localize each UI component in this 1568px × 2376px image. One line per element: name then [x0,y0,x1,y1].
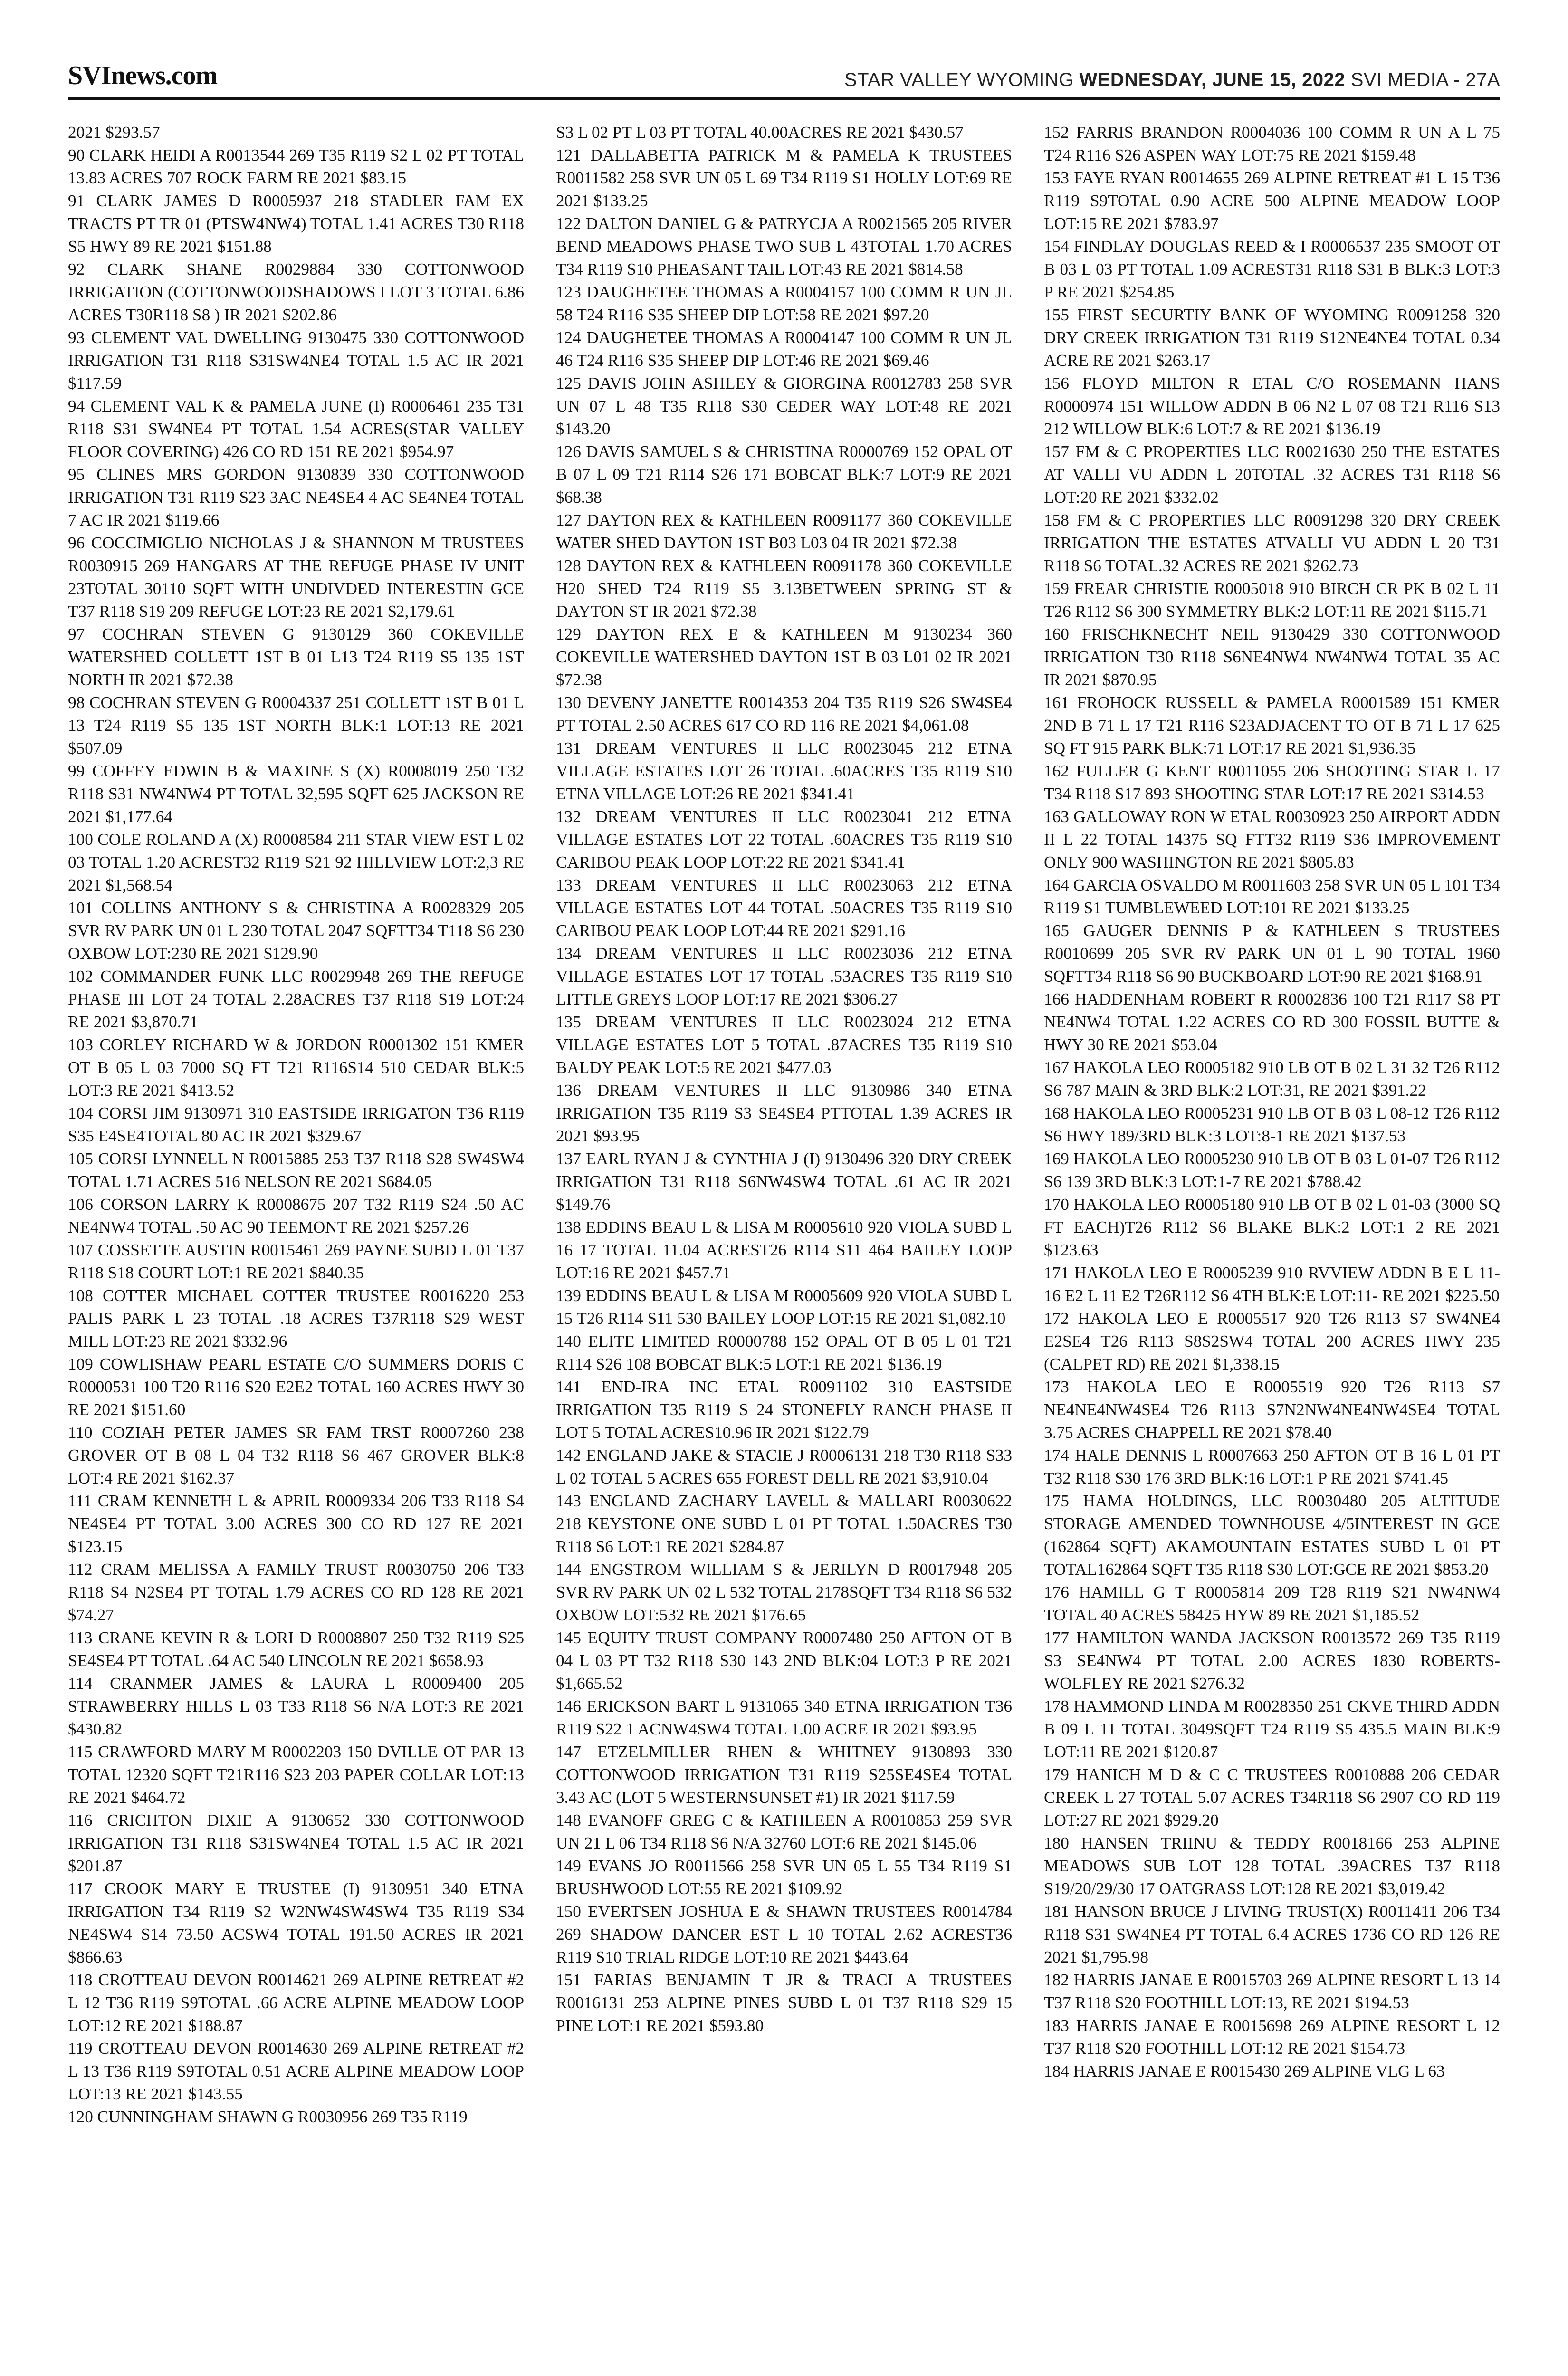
listing-entry: 141 END-IRA INC ETAL R0091102 310 EASTSIDE IRRIGATION T35 R119 S 24 STONEFLY RANCH PHASE II LOT 5 TOTAL ACRES10.96 IR 2021 $122.79 [556,1378,1012,1442]
listing-entry: 155 FIRST SECURTIY BANK OF WYOMING R0091258 320 DRY CREEK IRRIGATION T31 R119 S12NE4NE4 TOTAL 0.34 ACRE RE 2021 $263.17 [1044,306,1500,370]
listing-entry: 168 HAKOLA LEO R0005231 910 LB OT B 03 L 08-12 T26 R112 S6 HWY 189/3RD BLK:3 LOT:8-1 RE 2021 $137.53 [1044,1104,1500,1145]
listing-entry: 181 HANSON BRUCE J LIVING TRUST(X) R0011411 206 T34 R118 S31 SW4NE4 PT TOTAL 6.4 ACRES 1736 CO RD 126 RE 2021 $1,795.98 [1044,1902,1500,1966]
listing-entry: 183 HARRIS JANAE E R0015698 269 ALPINE RESORT L 12 T37 R118 S20 FOOTHILL LOT:12 RE 2021 $154.73 [1044,2016,1500,2058]
listing-entry: 175 HAMA HOLDINGS, LLC R0030480 205 ALTITUDE STORAGE AMENDED TOWNHOUSE 4/5INTEREST IN GCE (162864 SQFT) AKAMOUNTAIN ESTATES SUBD L 01 PT TOTAL162864 SQFT T35 R118 S30 LOT:GCE RE 2021 $853.20 [1044,1492,1500,1579]
column-2 [556,121,1012,2376]
listing-entry: 126 DAVIS SAMUEL S & CHRISTINA R0000769 152 OPAL OT B 07 L 09 T21 R114 S26 171 BOBCAT BLK:7 LOT:9 RE 2021 $68.38 [556,442,1012,507]
listing-entry: 106 CORSON LARRY K R0008675 207 T32 R119 S24 .50 AC NE4NW4 TOTAL .50 AC 90 TEEMONT RE 2021 $257.26 [68,1195,524,1236]
listing-entry: 150 EVERTSEN JOSHUA E & SHAWN TRUSTEES R0014784 269 SHADOW DANCER EST L 10 TOTAL 2.62 ACREST36 R119 S10 TRIAL RIDGE LOT:10 RE 2021 $443.64 [556,1902,1012,1966]
listing-entry: 120 CUNNINGHAM SHAWN G R0030956 269 T35 R119 [68,2108,468,2126]
listing-entry: 159 FREAR CHRISTIE R0005018 910 BIRCH CR PK B 02 L 11 T26 R112 S6 300 SYMMETRY BLK:2 LOT:11 RE 2021 $115.71 [1044,579,1500,621]
listing-entry: 180 HANSEN TRIINU & TEDDY R0018166 253 ALPINE MEADOWS SUB LOT 128 TOTAL .39ACRES T37 R118 S19/20/29/30 17 OATGRASS LOT:128 RE 2021 $3,019.42 [1044,1834,1500,1898]
listing-entry: 118 CROTTEAU DEVON R0014621 269 ALPINE RETREAT #2 L 12 T36 R119 S9TOTAL .66 ACRE ALPINE MEADOW LOOP LOT:12 RE 2021 $188.87 [68,1971,524,2035]
listing-entry: 136 DREAM VENTURES II LLC 9130986 340 ETNA IRRIGATION T35 R119 S3 SE4SE4 PTTOTAL 1.39 ACRES IR 2021 $93.95 [556,1081,1012,1145]
listing-entry: 97 COCHRAN STEVEN G 9130129 360 COKEVILLE WATERSHED COLLETT 1ST B 01 L13 T24 R119 S5 135 1ST NORTH IR 2021 $72.38 [68,625,524,689]
listing-entry: 103 CORLEY RICHARD W & JORDON R0001302 151 KMER OT B 05 L 03 7000 SQ FT T21 R116S14 510 CEDAR BLK:5 LOT:3 RE 2021 $413.52 [68,1035,524,1100]
listing-entry: 98 COCHRAN STEVEN G R0004337 251 COLLETT 1ST B 01 L 13 T24 R119 S5 135 1ST NORTH BLK:1 LOT:13 RE 2021 $507.09 [68,693,524,757]
listing-entry: 133 DREAM VENTURES II LLC R0023063 212 ETNA VILLAGE ESTATES LOT 44 TOTAL .50ACRES T35 R119 S10 CARIBOU PEAK LOOP LOT:44 RE 2021 $291.16 [556,876,1012,940]
listing-entry: 169 HAKOLA LEO R0005230 910 LB OT B 03 L 01-07 T26 R112 S6 139 3RD BLK:3 LOT:1-7 RE 2021 $788.42 [1044,1150,1500,1191]
listing-entry: 114 CRANMER JAMES & LAURA L R0009400 205 STRAWBERRY HILLS L 03 T33 R118 S6 N/A LOT:3 RE 2021 $430.82 [68,1674,524,1738]
listing-entry: 147 ETZELMILLER RHEN & WHITNEY 9130893 330 COTTONWOOD IRRIGATION T31 R119 S25SE4SE4 TOTAL 3.43 AC (LOT 5 WESTERNSUNSET #1) IR 2021 $117.59 [556,1743,1012,1807]
listing-entry: 123 DAUGHETEE THOMAS A R0004157 100 COMM R UN JL 58 T24 R116 S35 SHEEP DIP LOT:58 RE 2021 $97.20 [556,283,1012,324]
listing-entry: 144 ENGSTROM WILLIAM S & JERILYN D R0017948 205 SVR RV PARK UN 02 L 532 TOTAL 2178SQFT T34 R118 S6 532 OXBOW LOT:532 RE 2021 $176.65 [556,1560,1012,1624]
dateline [844,69,1500,91]
listing-entry: 170 HAKOLA LEO R0005180 910 LB OT B 02 L 01-03 (3000 SQ FT EACH)T26 R112 S6 BLAKE BLK:2 LOT:1 2 RE 2021 $123.63 [1044,1195,1500,1259]
listing-entry: 162 FULLER G KENT R0011055 206 SHOOTING STAR L 17 T34 R118 S17 893 SHOOTING STAR LOT:17 RE 2021 $314.53 [1044,762,1500,803]
listing-entry: 135 DREAM VENTURES II LLC R0023024 212 ETNA VILLAGE ESTATES LOT 5 TOTAL .87ACRES T35 R119 S10 BALDY PEAK LOT:5 RE 2021 $477.03 [556,1013,1012,1077]
listing-entry: 124 DAUGHETEE THOMAS A R0004147 100 COMM R UN JL 46 T24 R116 S35 SHEEP DIP LOT:46 RE 2021 $69.46 [556,328,1012,370]
listing-columns [68,121,1500,2376]
listing-entry: 161 FROHOCK RUSSELL & PAMELA R0001589 151 KMER 2ND B 71 L 17 T21 R116 S23ADJACENT TO OT B 71 L 17 625 SQ FT 915 PARK BLK:71 LOT:17 RE 2021 $1,936.35 [1044,693,1500,757]
listing-entry: S3 L 02 PT L 03 PT TOTAL 40.00ACRES RE 2021 $430.57 [556,123,964,142]
listing-entry: 93 CLEMENT VAL DWELLING 9130475 330 COTTONWOOD IRRIGATION T31 R118 S31SW4NE4 TOTAL 1.5 AC IR 2021 $117.59 [68,328,524,393]
listing-entry: 152 FARRIS BRANDON R0004036 100 COMM R UN A L 75 T24 R116 S26 ASPEN WAY LOT:75 RE 2021 $159.48 [1044,123,1500,164]
listing-entry: 148 EVANOFF GREG C & KATHLEEN A R0010853 259 SVR UN 21 L 06 T34 R118 S6 N/A 32760 LOT:6 RE 2021 $145.06 [556,1811,1012,1852]
listing-entry: 177 HAMILTON WANDA JACKSON R0013572 269 T35 R119 S3 SE4NW4 PT TOTAL 2.00 ACRES 1830 ROBERTS-WOLFLEY RE 2021 $276.32 [1044,1629,1500,1693]
listing-entry: 111 CRAM KENNETH L & APRIL R0009334 206 T33 R118 S4 NE4SE4 PT TOTAL 3.00 ACRES 300 CO RD 127 RE 2021 $123.15 [68,1492,524,1556]
listing-entry: 153 FAYE RYAN R0014655 269 ALPINE RETREAT #1 L 15 T36 R119 S9TOTAL 0.90 ACRE 500 ALPINE MEADOW LOOP LOT:15 RE 2021 $783.97 [1044,169,1500,233]
listing-entry: 163 GALLOWAY RON W ETAL R0030923 250 AIRPORT ADDN II L 22 TOTAL 14375 SQ FTT32 R119 S36 IMPROVEMENT ONLY 900 WASHINGTON RE 2021 $805.83 [1044,807,1500,872]
listing-entry: 122 DALTON DANIEL G & PATRYCJA A R0021565 205 RIVER BEND MEADOWS PHASE TWO SUB L 43TOTAL 1.70 ACRES T34 R119 S10 PHEASANT TAIL LOT:43 RE 2021 $814.58 [556,214,1012,278]
listing-entry: 149 EVANS JO R0011566 258 SVR UN 05 L 55 T34 R119 S1 BRUSHWOOD LOT:55 RE 2021 $109.92 [556,1857,1012,1898]
dateline-issue: SVI MEDIA - 27A [1345,69,1500,90]
dateline-day: WEDNESDAY, JUNE 15, 2022 [1079,69,1346,90]
listing-entry: 174 HALE DENNIS L R0007663 250 AFTON OT B 16 L 01 PT T32 R118 S30 176 3RD BLK:16 LOT:1 P RE 2021 $741.45 [1044,1446,1500,1487]
listing-entry: 91 CLARK JAMES D R0005937 218 STADLER FAM EX TRACTS PT TR 01 (PTSW4NW4) TOTAL 1.41 ACRES T30 R118 S5 HWY 89 RE 2021 $151.88 [68,192,524,256]
listing-entry: 145 EQUITY TRUST COMPANY R0007480 250 AFTON OT B 04 L 03 PT T32 R118 S30 143 2ND BLK:04 LOT:3 P RE 2021 $1,665.52 [556,1629,1012,1693]
listing-entry: 160 FRISCHKNECHT NEIL 9130429 330 COTTONWOOD IRRIGATION T30 R118 S6NE4NW4 NW4NW4 TOTAL 35 AC IR 2021 $870.95 [1044,625,1500,689]
listing-entry: 127 DAYTON REX & KATHLEEN R0091177 360 COKEVILLE WATER SHED DAYTON 1ST B03 L03 04 IR 2021 $72.38 [556,511,1012,552]
listing-entry: 96 COCCIMIGLIO NICHOLAS J & SHANNON M TRUSTEES R0030915 269 HANGARS AT THE REFUGE PHASE IV UNIT 23TOTAL 30110 SQFT WITH UNDIVDED INTERESTIN GCE T37 R118 S19 209 REFUGE LOT:23 RE 2021 $2,179.61 [68,534,524,621]
listing-entry: 164 GARCIA OSVALDO M R0011603 258 SVR UN 05 L 101 T34 R119 S1 TUMBLEWEED LOT:101 RE 2021 $133.25 [1044,876,1500,917]
listing-entry: 115 CRAWFORD MARY M R0002203 150 DVILLE OT PAR 13 TOTAL 12320 SQFT T21R116 S23 203 PAPER COLLAR LOT:13 RE 2021 $464.72 [68,1743,524,1807]
listing-entry: 130 DEVENY JANETTE R0014353 204 T35 R119 S26 SW4SE4 PT TOTAL 2.50 ACRES 617 CO RD 116 RE 2021 $4,061.08 [556,693,1012,735]
listing-entry: 143 ENGLAND ZACHARY LAVELL & MALLARI R0030622 218 KEYSTONE ONE SUBD L 01 PT TOTAL 1.50ACRES T30 R118 S6 LOT:1 RE 2021 $284.87 [556,1492,1012,1556]
site-name: SVInews.com [68,61,218,90]
listing-entry: 165 GAUGER DENNIS P & KATHLEEN S TRUSTEES R0010699 205 SVR RV PARK UN 01 L 90 TOTAL 1960 SQFTT34 R118 S6 90 BUCKBOARD LOT:90 RE 2021 $168.91 [1044,921,1500,986]
listing-entry: 101 COLLINS ANTHONY S & CHRISTINA A R0028329 205 SVR RV PARK UN 01 L 230 TOTAL 2047 SQFTT34 T118 S6 230 OXBOW LOT:230 RE 2021 $129.90 [68,899,524,963]
listing-entry: 134 DREAM VENTURES II LLC R0023036 212 ETNA VILLAGE ESTATES LOT 17 TOTAL .53ACRES T35 R119 S10 LITTLE GREYS LOOP LOT:17 RE 2021 $306.27 [556,944,1012,1008]
listing-entry: 171 HAKOLA LEO E R0005239 910 RVVIEW ADDN B E L 11-16 E2 L 11 E2 T26R112 S6 4TH BLK:E LOT:11- RE 2021 $225.50 [1044,1264,1500,1305]
listing-entry: 100 COLE ROLAND A (X) R0008584 211 STAR VIEW EST L 02 03 TOTAL 1.20 ACREST32 R119 S21 92 HILLVIEW LOT:2,3 RE 2021 $1,568.54 [68,830,524,894]
listing-entry: 2021 $293.57 [68,123,160,142]
listing-entry: 157 FM & C PROPERTIES LLC R0021630 250 THE ESTATES AT VALLI VU ADDN L 20TOTAL .32 ACRES T31 R118 S6 LOT:20 RE 2021 $332.02 [1044,442,1500,507]
column-1 [68,121,524,2376]
listing-entry: 109 COWLISHAW PEARL ESTATE C/O SUMMERS DORIS C R0000531 100 T20 R116 S20 E2E2 TOTAL 160 ACRES HWY 30 RE 2021 $151.60 [68,1355,524,1419]
listing-entry: 113 CRANE KEVIN R & LORI D R0008807 250 T32 R119 S25 SE4SE4 PT TOTAL .64 AC 540 LINCOLN RE 2021 $658.93 [68,1629,524,1670]
listing-entry: 151 FARIAS BENJAMIN T JR & TRACI A TRUSTEES R0016131 253 ALPINE PINES SUBD L 01 T37 R118 S29 15 PINE LOT:1 RE 2021 $593.80 [556,1971,1012,2035]
listing-entry: 116 CRICHTON DIXIE A 9130652 330 COTTONWOOD IRRIGATION T31 R118 S31SW4NE4 TOTAL 1.5 AC IR 2021 $201.87 [68,1811,524,1875]
listing-entry: 167 HAKOLA LEO R0005182 910 LB OT B 02 L 31 32 T26 R112 S6 787 MAIN & 3RD BLK:2 LOT:31, RE 2021 $391.22 [1044,1058,1500,1100]
listing-entry: 178 HAMMOND LINDA M R0028350 251 CKVE THIRD ADDN B 09 L 11 TOTAL 3049SQFT T24 R119 S5 435.5 MAIN BLK:9 LOT:11 RE 2021 $120.87 [1044,1697,1500,1761]
listing-entry: 125 DAVIS JOHN ASHLEY & GIORGINA R0012783 258 SVR UN 07 L 48 T35 R118 S30 CEDER WAY LOT:48 RE 2021 $143.20 [556,374,1012,438]
listing-entry: 166 HADDENHAM ROBERT R R0002836 100 T21 R117 S8 PT NE4NW4 TOTAL 1.22 ACRES CO RD 300 FOSSIL BUTTE & HWY 30 RE 2021 $53.04 [1044,990,1500,1054]
listing-entry: 156 FLOYD MILTON R ETAL C/O ROSEMANN HANS R0000974 151 WILLOW ADDN B 06 N2 L 07 08 T21 R116 S13 212 WILLOW BLK:6 LOT:7 & RE 2021 $136.19 [1044,374,1500,438]
listing-entry: 176 HAMILL G T R0005814 209 T28 R119 S21 NW4NW4 TOTAL 40 ACRES 58425 HYW 89 RE 2021 $1,185.52 [1044,1583,1500,1624]
listing-entry: 104 CORSI JIM 9130971 310 EASTSIDE IRRIGATON T36 R119 S35 E4SE4TOTAL 80 AC IR 2021 $329.67 [68,1104,524,1145]
listing-entry: 184 HARRIS JANAE E R0015430 269 ALPINE VLG L 63 [1044,2062,1445,2080]
listing-entry: 172 HAKOLA LEO E R0005517 920 T26 R113 S7 SW4NE4 E2SE4 T26 R113 S8S2SW4 TOTAL 200 ACRES HWY 235 (CALPET RD) RE 2021 $1,338.15 [1044,1309,1500,1373]
listing-entry: 158 FM & C PROPERTIES LLC R0091298 320 DRY CREEK IRRIGATION THE ESTATES ATVALLI VU ADDN L 20 T31 R118 S6 TOTAL.32 ACRES RE 2021 $262.73 [1044,511,1500,575]
column-3 [1044,121,1500,2376]
listing-entry: 117 CROOK MARY E TRUSTEE (I) 9130951 340 ETNA IRRIGATION T34 R119 S2 W2NW4SW4SW4 T35 R119 S34 NE4SW4 S14 73.50 ACSW4 TOTAL 191.50 ACRES IR 2021 $866.63 [68,1879,524,1966]
listing-entry: 182 HARRIS JANAE E R0015703 269 ALPINE RESORT L 13 14 T37 R118 S20 FOOTHILL LOT:13, RE 2021 $194.53 [1044,1971,1500,2012]
listing-entry: 112 CRAM MELISSA A FAMILY TRUST R0030750 206 T33 R118 S4 N2SE4 PT TOTAL 1.79 ACRES CO RD 128 RE 2021 $74.27 [68,1560,524,1624]
listing-entry: 90 CLARK HEIDI A R0013544 269 T35 R119 S2 L 02 PT TOTAL 13.83 ACRES 707 ROCK FARM RE 2021 $83.15 [68,146,524,187]
listing-entry: 137 EARL RYAN J & CYNTHIA J (I) 9130496 320 DRY CREEK IRRIGATION T31 R118 S6NW4SW4 TOTAL .61 AC IR 2021 $149.76 [556,1150,1012,1214]
listing-entry: 129 DAYTON REX E & KATHLEEN M 9130234 360 COKEVILLE WATERSHED DAYTON 1ST B 03 L01 02 IR 2021 $72.38 [556,625,1012,689]
listing-entry: 121 DALLABETTA PATRICK M & PAMELA K TRUSTEES R0011582 258 SVR UN 05 L 69 T34 R119 S1 HOLLY LOT:69 RE 2021 $133.25 [556,146,1012,210]
listing-entry: 119 CROTTEAU DEVON R0014630 269 ALPINE RETREAT #2 L 13 T36 R119 S9TOTAL 0.51 ACRE ALPINE MEADOW LOOP LOT:13 RE 2021 $143.55 [68,2039,524,2103]
listing-entry: 110 COZIAH PETER JAMES SR FAM TRST R0007260 238 GROVER OT B 08 L 04 T32 R118 S6 467 GROVER BLK:8 LOT:4 RE 2021 $162.37 [68,1423,524,1487]
listing-entry: 138 EDDINS BEAU L & LISA M R0005610 920 VIOLA SUBD L 16 17 TOTAL 11.04 ACREST26 R114 S11 464 BAILEY LOOP LOT:16 RE 2021 $457.71 [556,1218,1012,1282]
listing-entry: 94 CLEMENT VAL K & PAMELA JUNE (I) R0006461 235 T31 R118 S31 SW4NE4 PT TOTAL 1.54 ACRES(STAR VALLEY FLOOR COVERING) 426 CO RD 151 RE 2021 $954.97 [68,397,524,461]
listing-entry: 128 DAYTON REX & KATHLEEN R0091178 360 COKEVILLE H20 SHED T24 R119 S5 3.13BETWEEN SPRING ST & DAYTON ST IR 2021 $72.38 [556,556,1012,621]
listing-entry: 146 ERICKSON BART L 9131065 340 ETNA IRRIGATION T36 R119 S22 1 ACNW4SW4 TOTAL 1.00 ACRE IR 2021 $93.95 [556,1697,1012,1738]
listing-entry: 154 FINDLAY DOUGLAS REED & I R0006537 235 SMOOT OT B 03 L 03 PT TOTAL 1.09 ACREST31 R118 S31 B BLK:3 LOT:3 P RE 2021 $254.85 [1044,237,1500,301]
listing-entry: 140 ELITE LIMITED R0000788 152 OPAL OT B 05 L 01 T21 R114 S26 108 BOBCAT BLK:5 LOT:1 RE 2021 $136.19 [556,1332,1012,1373]
listing-entry: 142 ENGLAND JAKE & STACIE J R0006131 218 T30 R118 S33 L 02 TOTAL 5 ACRES 655 FOREST DELL RE 2021 $3,910.04 [556,1446,1012,1487]
listing-entry: 105 CORSI LYNNELL N R0015885 253 T37 R118 S28 SW4SW4 TOTAL 1.71 ACRES 516 NELSON RE 2021 $684.05 [68,1150,524,1191]
listing-entry: 132 DREAM VENTURES II LLC R0023041 212 ETNA VILLAGE ESTATES LOT 22 TOTAL .60ACRES T35 R119 S10 CARIBOU PEAK LOOP LOT:22 RE 2021 $341.41 [556,807,1012,872]
listing-entry: 108 COTTER MICHAEL COTTER TRUSTEE R0016220 253 PALIS PARK L 23 TOTAL .18 ACRES T37R118 S29 WEST MILL LOT:23 RE 2021 $332.96 [68,1286,524,1351]
listing-entry: 107 COSSETTE AUSTIN R0015461 269 PAYNE SUBD L 01 T37 R118 S18 COURT LOT:1 RE 2021 $840.35 [68,1241,524,1282]
listing-entry: 95 CLINES MRS GORDON 9130839 330 COTTONWOOD IRRIGATION T31 R119 S23 3AC NE4SE4 4 AC SE4NE4 TOTAL 7 AC IR 2021 $119.66 [68,465,524,529]
dateline-place: STAR VALLEY WYOMING [844,69,1080,90]
listing-entry: 179 HANICH M D & C C TRUSTEES R0010888 206 CEDAR CREEK L 27 TOTAL 5.07 ACRES T34R118 S6 2907 CO RD 119 LOT:27 RE 2021 $929.20 [1044,1765,1500,1830]
page-header [68,57,1500,100]
listing-entry: 99 COFFEY EDWIN B & MAXINE S (X) R0008019 250 T32 R118 S31 NW4NW4 PT TOTAL 32,595 SQFT 625 JACKSON RE 2021 $1,177.64 [68,762,524,826]
listing-entry: 173 HAKOLA LEO E R0005519 920 T26 R113 S7 NE4NE4NW4SE4 T26 R113 S7N2NW4NE4NW4SE4 TOTAL 3.75 ACRES CHAPPELL RE 2021 $78.40 [1044,1378,1500,1442]
listing-entry: 102 COMMANDER FUNK LLC R0029948 269 THE REFUGE PHASE III LOT 24 TOTAL 2.28ACRES T37 R118 S19 LOT:24 RE 2021 $3,870.71 [68,967,524,1031]
listing-entry: 131 DREAM VENTURES II LLC R0023045 212 ETNA VILLAGE ESTATES LOT 26 TOTAL .60ACRES T35 R119 S10 ETNA VILLAGE LOT:26 RE 2021 $341.41 [556,739,1012,803]
listing-entry: 92 CLARK SHANE R0029884 330 COTTONWOOD IRRIGATION (COTTONWOODSHADOWS I LOT 3 TOTAL 6.86 ACRES T30R118 S8 ) IR 2021 $202.86 [68,260,524,324]
listing-entry: 139 EDDINS BEAU L & LISA M R0005609 920 VIOLA SUBD L 15 T26 R114 S11 530 BAILEY LOOP LOT:15 RE 2021 $1,082.10 [556,1286,1012,1328]
